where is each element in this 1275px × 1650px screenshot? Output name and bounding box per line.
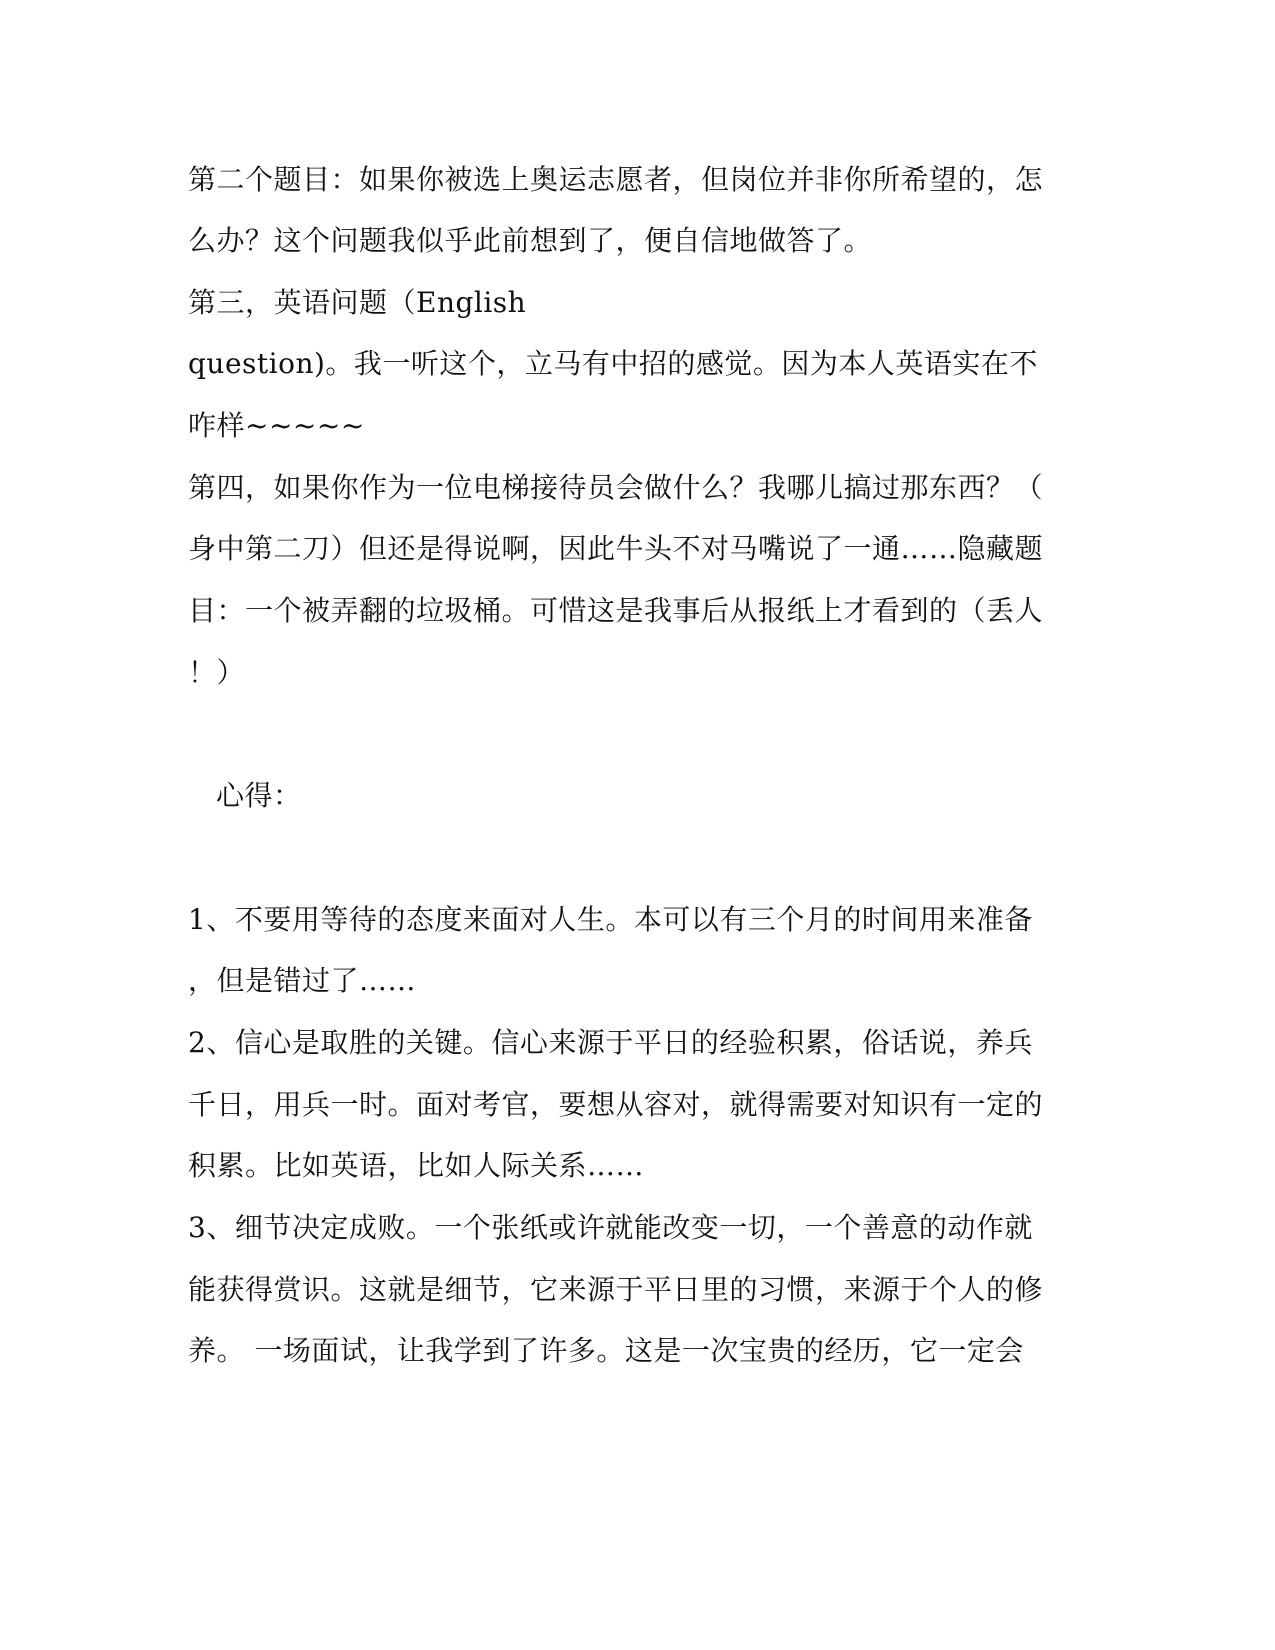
text-line: ！）	[188, 656, 246, 689]
text-line: 1、不要用等待的态度来面对人生。本可以有三个月的时间用来准备	[188, 903, 1033, 936]
text-line: question)。我一听这个，立马有中招的感觉。因为本人英语实在不	[188, 347, 1038, 380]
text-line: 3、细节决定成败。一个张纸或许就能改变一切，一个善意的动作就	[188, 1211, 1033, 1244]
text-line: 么办？这个问题我似乎此前想到了，便自信地做答了。	[188, 224, 873, 257]
text-line: 第三，英语问题（English	[188, 286, 527, 319]
text-line: 第四，如果你作为一位电梯接待员会做什么？我哪儿搞过那东西？（	[188, 471, 1044, 504]
text-line: 千日，用兵一时。面对考官，要想从容对，就得需要对知识有一定的	[188, 1088, 1044, 1121]
text-line: 2、信心是取胜的关键。信心来源于平日的经验积累，俗话说，养兵	[188, 1026, 1033, 1059]
text-line: 咋样~~~~~	[188, 409, 365, 442]
section-heading: 心得：	[216, 779, 302, 812]
text-line: 积累。比如英语，比如人际关系……	[188, 1149, 645, 1182]
text-line: 能获得赏识。这就是细节，它来源于平日里的习惯，来源于个人的修	[188, 1273, 1044, 1306]
text-line: 第二个题目：如果你被选上奥运志愿者，但岗位并非你所希望的，怎	[188, 163, 1044, 196]
text-line: 目：一个被弄翻的垃圾桶。可惜这是我事后从报纸上才看到的（丢人	[188, 594, 1044, 627]
text-line: 身中第二刀）但还是得说啊，因此牛头不对马嘴说了一通……隐藏题	[188, 532, 1044, 565]
text-line: ，但是错过了……	[188, 964, 417, 997]
text-line: 养。 一场面试，让我学到了许多。这是一次宝贵的经历，它一定会	[188, 1334, 1024, 1367]
